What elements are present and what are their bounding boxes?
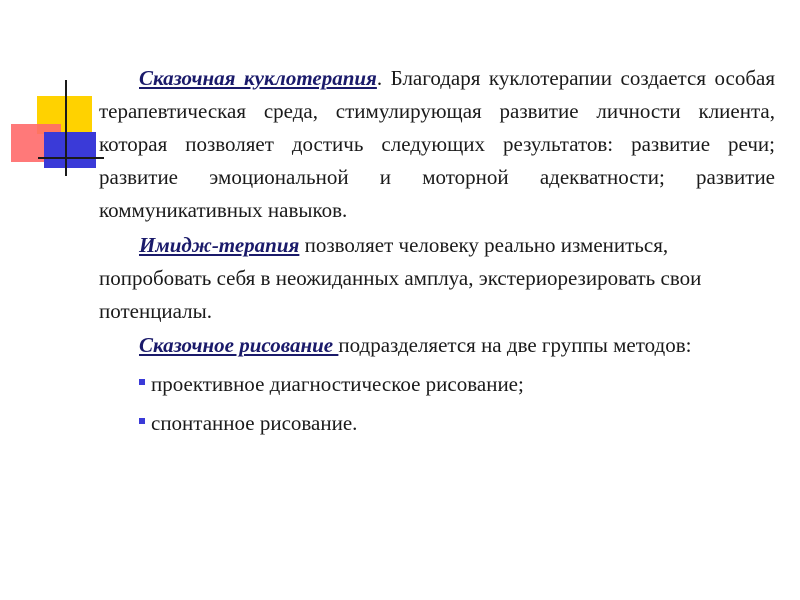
paragraph-fairy-drawing [99,329,775,362]
paragraph-text: подразделяется на две группы методов: [338,333,692,357]
list-item-label: проективное диагностическое рисование; [151,372,524,396]
term-image-therapy: Имидж-терапия [139,233,300,257]
methods-list [99,368,775,440]
decor-horizontal-line [38,157,104,159]
term-puppet-therapy: Сказочная куклотерапия [139,66,377,90]
slide-body [99,62,775,446]
paragraph-image-therapy [99,229,775,328]
paragraph-puppet-therapy [99,62,775,227]
list-item [99,407,775,440]
paragraph-text: . Благодаря куклотерапии создается особая терапевтическая среда, стимулирующая развитие личности клиента, которая позволяет достичь следующих результатов: развитие речи; развитие эмоциональной и моторной адекватности; развитие коммуникативных навыков. [99,66,775,222]
bullet-square-icon [139,379,145,385]
list-item [99,368,775,401]
term-fairy-drawing: Сказочное рисование [139,333,339,357]
decor-vertical-line [65,80,67,176]
list-item-label: спонтанное рисование. [151,411,358,435]
decor-blue-square [44,132,96,168]
paragraph-text: позволяет человеку реально измениться, попробовать себя в неожиданных амплуа, экстериорезировать свои потенциалы. [99,233,702,323]
bullet-square-icon [139,418,145,424]
